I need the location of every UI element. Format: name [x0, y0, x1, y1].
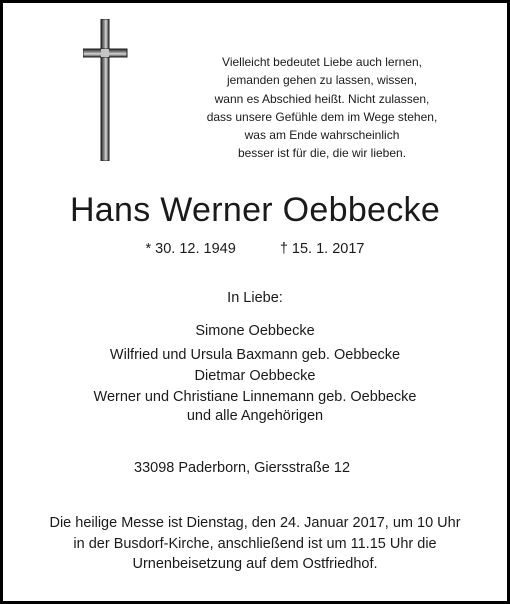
death-date: † 15. 1. 2017: [279, 241, 365, 257]
in-love-heading: In Liebe:: [227, 290, 283, 306]
mass-announcement: [3, 513, 507, 575]
poem-line: Vielleicht bedeutet Liebe auch lernen,: [222, 55, 422, 69]
mourner-name: Dietmar Oebbecke: [194, 368, 316, 384]
address: 33098 Paderborn, Giersstraße 12: [134, 460, 351, 476]
mourner-name: Simone Oebbecke: [195, 323, 315, 339]
life-dates: [3, 241, 507, 257]
mourner-name: Wilfried und Ursula Baxmann geb. Oebbecke: [109, 347, 401, 363]
mourners-list: [3, 321, 507, 408]
poem-line: besser ist für die, die wir lieben.: [237, 146, 407, 161]
cross-icon: [83, 19, 133, 161]
poem-line: jemanden gehen zu lassen, wissen,: [226, 73, 418, 88]
relatives-line: und alle Angehörigen: [186, 408, 324, 424]
mass-line: in der Busdorf-Kirche, anschließend ist um 11.15 Uhr die: [73, 535, 437, 552]
mass-line: Urnenbeisetzung auf dem Ostfriedhof.: [132, 556, 378, 572]
poem-line: was am Ende wahrscheinlich: [244, 128, 400, 143]
poem: [191, 53, 453, 163]
mass-line: Die heilige Messe ist Dienstag, den 24. Januar 2017, um 10 Uhr: [49, 515, 461, 531]
mourner-name: Werner und Christiane Linnemann geb. Oebbecke: [93, 389, 417, 405]
poem-line: dass unsere Gefühle dem im Wege stehen,: [206, 109, 438, 124]
birth-date: * 30. 12. 1949: [145, 241, 236, 257]
deceased-name: Hans Werner Oebbecke: [69, 191, 441, 229]
poem-line: wann es Abschied heißt. Nicht zulassen,: [214, 91, 430, 106]
